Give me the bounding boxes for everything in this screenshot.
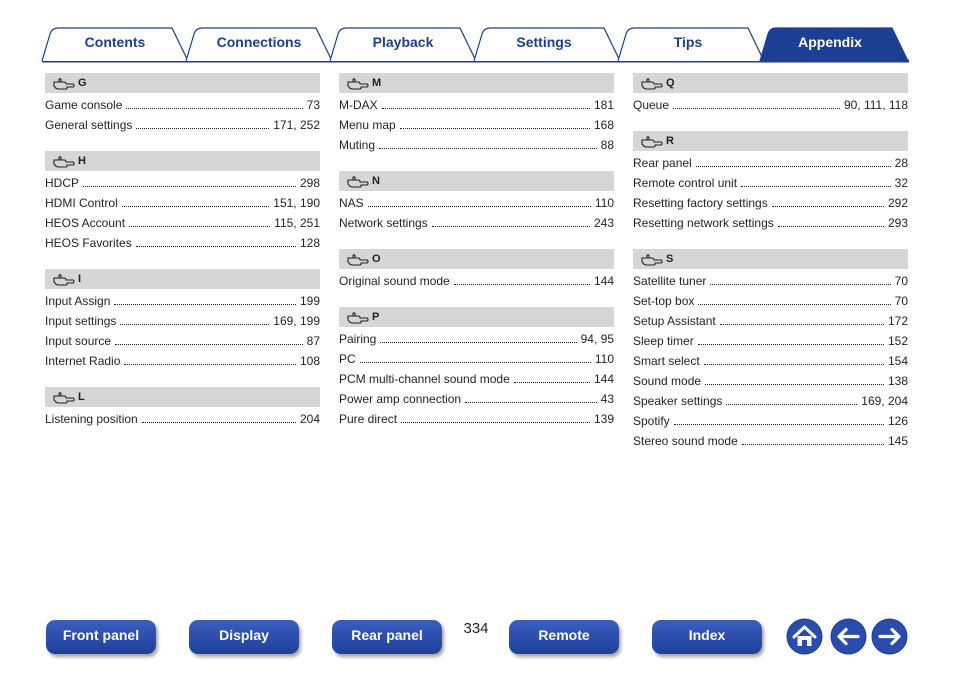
dot-leader [742, 431, 884, 445]
entry-page-links[interactable]: 171, 252 [273, 118, 320, 132]
index-entry[interactable] [339, 369, 614, 389]
tab-bar [0, 0, 954, 64]
section-gap [339, 291, 614, 307]
index-section-h [45, 151, 320, 253]
index-entry[interactable] [339, 329, 614, 349]
entry-term: Game console [45, 98, 123, 112]
home-button[interactable] [786, 618, 823, 655]
dot-leader [710, 271, 890, 285]
entry-page-links[interactable]: 199 [299, 294, 320, 308]
index-entry[interactable] [633, 391, 908, 411]
section-letter: Q [666, 77, 675, 89]
dot-leader [432, 213, 590, 227]
index-entry[interactable] [633, 311, 908, 331]
index-entry[interactable] [45, 173, 320, 193]
entry-term: Internet Radio [45, 354, 121, 368]
entry-term: Muting [339, 138, 376, 152]
index-entry[interactable] [45, 291, 320, 311]
entry-list [339, 191, 614, 233]
entry-term: Queue [633, 98, 670, 112]
section-header [45, 387, 320, 407]
section-letter: M [372, 77, 382, 89]
dot-leader [136, 115, 269, 129]
section-header [45, 73, 320, 93]
entry-term: HEOS Account [45, 216, 126, 230]
index-entry[interactable] [633, 213, 908, 233]
dot-leader [696, 153, 891, 167]
index-entry[interactable] [45, 213, 320, 233]
entry-page-links[interactable]: 204 [299, 412, 320, 426]
index-entry[interactable] [633, 173, 908, 193]
index-column-3 [633, 73, 908, 451]
dot-leader [741, 173, 891, 187]
tab-playback[interactable]: Playback [372, 34, 434, 50]
tab-contents[interactable]: Contents [84, 34, 146, 50]
tab-appendix[interactable]: Appendix [798, 34, 862, 50]
dot-leader [122, 193, 270, 207]
index-entry[interactable] [633, 271, 908, 291]
index-entry[interactable] [45, 193, 320, 213]
index-entry[interactable] [633, 153, 908, 173]
index-section-g [45, 73, 320, 135]
entry-page-links[interactable]: 115, 251 [274, 216, 320, 230]
entry-list [45, 171, 320, 253]
index-entry[interactable] [633, 95, 908, 115]
index-entry[interactable] [633, 371, 908, 391]
index-entry[interactable] [633, 331, 908, 351]
section-header [633, 249, 908, 269]
entry-term: Speaker settings [633, 394, 723, 408]
dot-leader [465, 389, 597, 403]
pointing-hand-icon [641, 77, 663, 97]
section-header [339, 171, 614, 191]
index-section-q [633, 73, 908, 115]
entry-term: Input source [45, 334, 112, 348]
section-header [633, 131, 908, 151]
index-button[interactable]: Index [652, 620, 762, 654]
tab-tips[interactable]: Tips [673, 34, 703, 50]
dot-leader [142, 409, 296, 423]
entry-page-links[interactable]: 108 [299, 354, 320, 368]
entry-term: PC [339, 352, 356, 366]
index-entry[interactable] [339, 409, 614, 429]
entry-page-links[interactable]: 110 [594, 352, 614, 366]
entry-page-links[interactable]: 126 [887, 414, 908, 428]
entry-page-links[interactable]: 139 [593, 412, 614, 426]
dot-leader [673, 95, 840, 109]
entry-page-links[interactable]: 145 [887, 434, 908, 448]
back-button[interactable] [830, 618, 867, 655]
entry-term: Pure direct [339, 412, 398, 426]
entry-page-links[interactable]: 298 [299, 176, 320, 190]
entry-term: Sound mode [633, 374, 702, 388]
index-entry[interactable] [633, 351, 908, 371]
entry-page-links[interactable]: 243 [593, 216, 614, 230]
index-section-p [339, 307, 614, 429]
entry-page-links[interactable]: 110 [594, 196, 614, 210]
section-gap [45, 253, 320, 269]
section-letter: N [372, 175, 380, 187]
index-section-n [339, 171, 614, 233]
section-letter: G [78, 77, 87, 89]
entry-page-links[interactable]: 169, 204 [861, 394, 908, 408]
front-panel-button[interactable]: Front panel [46, 620, 156, 654]
dot-leader [120, 311, 269, 325]
dot-leader [401, 409, 590, 423]
dot-leader [379, 135, 597, 149]
entry-list [339, 93, 614, 155]
dot-leader [772, 193, 884, 207]
pointing-hand-icon [347, 77, 369, 97]
index-entry[interactable] [45, 311, 320, 331]
entry-page-links[interactable]: 90, 111, 118 [843, 98, 908, 112]
section-letter: P [372, 311, 380, 323]
entry-list [45, 407, 320, 429]
dot-leader [360, 349, 591, 363]
dot-leader [136, 233, 296, 247]
entry-page-links[interactable]: 152 [887, 334, 908, 348]
entry-term: HEOS Favorites [45, 236, 132, 250]
entry-term: HDCP [45, 176, 80, 190]
entry-page-links[interactable]: 138 [887, 374, 908, 388]
entry-page-links[interactable]: 169, 199 [273, 314, 320, 328]
index-column-1 [45, 73, 320, 429]
entry-term: Power amp connection [339, 392, 462, 406]
section-header [339, 307, 614, 327]
pointing-hand-icon [53, 155, 75, 175]
entry-list [339, 269, 614, 291]
entry-term: Resetting network settings [633, 216, 774, 230]
pointing-hand-icon [53, 77, 75, 97]
pointing-hand-icon [347, 311, 369, 331]
dot-leader [705, 371, 884, 385]
entry-page-links[interactable]: 88 [600, 138, 614, 152]
entry-term: Input Assign [45, 294, 111, 308]
entry-term: Satellite tuner [633, 274, 707, 288]
entry-term: Rear panel [633, 156, 692, 170]
section-letter: S [666, 253, 674, 265]
index-entry[interactable] [633, 431, 908, 451]
index-entry[interactable] [633, 193, 908, 213]
entry-term: Network settings [339, 216, 428, 230]
entry-term: Input settings [45, 314, 117, 328]
dot-leader [114, 291, 296, 305]
dot-leader [720, 311, 884, 325]
dot-leader [454, 271, 590, 285]
section-gap [45, 371, 320, 387]
dot-leader [698, 291, 890, 305]
entry-term: PCM multi-channel sound mode [339, 372, 510, 386]
entry-term: Stereo sound mode [633, 434, 738, 448]
entry-term: Listening position [45, 412, 138, 426]
forward-button[interactable] [871, 618, 908, 655]
dot-leader [698, 331, 884, 345]
entry-term: Pairing [339, 332, 377, 346]
index-entry[interactable] [339, 135, 614, 155]
index-entry[interactable] [45, 351, 320, 371]
entry-page-links[interactable]: 292 [887, 196, 908, 210]
entry-term: Set-top box [633, 294, 695, 308]
section-gap [339, 233, 614, 249]
home-icon [786, 618, 823, 655]
tab-connections[interactable]: Connections [216, 34, 302, 50]
arrow-left-icon [830, 618, 867, 655]
entry-term: Spotify [633, 414, 670, 428]
entry-page-links[interactable]: 293 [887, 216, 908, 230]
index-section-s [633, 249, 908, 451]
entry-page-links[interactable]: 181 [593, 98, 614, 112]
entry-term: General settings [45, 118, 133, 132]
tab-settings[interactable]: Settings [516, 34, 572, 50]
entry-page-links[interactable]: 144 [593, 372, 614, 386]
dot-leader [400, 115, 590, 129]
index-entry[interactable] [45, 95, 320, 115]
section-header [45, 151, 320, 171]
index-section-l [45, 387, 320, 429]
dot-leader [124, 351, 296, 365]
index-entry[interactable] [339, 115, 614, 135]
section-letter: R [666, 135, 674, 147]
entry-list [45, 289, 320, 371]
entry-page-links[interactable]: 73 [306, 98, 320, 112]
dot-leader [382, 95, 590, 109]
index-entry[interactable] [633, 291, 908, 311]
index-entry[interactable] [633, 411, 908, 431]
remote-button[interactable]: Remote [509, 620, 619, 654]
section-gap [339, 155, 614, 171]
pointing-hand-icon [347, 175, 369, 195]
section-gap [633, 115, 908, 131]
entry-page-links[interactable]: 70 [894, 274, 908, 288]
entry-term: Original sound mode [339, 274, 450, 288]
section-header [339, 249, 614, 269]
section-gap [45, 135, 320, 151]
index-section-r [633, 131, 908, 233]
entry-term: Sleep timer [633, 334, 694, 348]
display-button[interactable]: Display [189, 620, 299, 654]
pointing-hand-icon [53, 391, 75, 411]
dot-leader [129, 213, 270, 227]
entry-page-links[interactable]: 128 [299, 236, 320, 250]
entry-page-links[interactable]: 32 [894, 176, 908, 190]
index-entry[interactable] [339, 271, 614, 291]
entry-list [633, 93, 908, 115]
entry-term: Resetting factory settings [633, 196, 768, 210]
index-entry[interactable] [45, 233, 320, 253]
section-gap [633, 233, 908, 249]
entry-page-links[interactable]: 94, 95 [580, 332, 614, 346]
dot-leader [83, 173, 296, 187]
section-letter: I [78, 273, 82, 285]
entry-term: M-DAX [339, 98, 378, 112]
pointing-hand-icon [347, 253, 369, 273]
index-section-i [45, 269, 320, 371]
section-letter: L [78, 391, 85, 403]
index-section-o [339, 249, 614, 291]
index-entry[interactable] [339, 349, 614, 369]
dot-leader [115, 331, 303, 345]
index-entry[interactable] [339, 213, 614, 233]
entry-list [339, 327, 614, 429]
section-header [339, 73, 614, 93]
entry-page-links[interactable]: 168 [593, 118, 614, 132]
entry-term: NAS [339, 196, 364, 210]
entry-list [633, 151, 908, 233]
entry-term: HDMI Control [45, 196, 118, 210]
entry-term: Menu map [339, 118, 396, 132]
entry-page-links[interactable]: 154 [887, 354, 908, 368]
entry-page-links[interactable]: 144 [593, 274, 614, 288]
section-letter: H [78, 155, 86, 167]
entry-term: Remote control unit [633, 176, 738, 190]
pointing-hand-icon [53, 273, 75, 293]
pointing-hand-icon [641, 253, 663, 273]
entry-page-links[interactable]: 172 [887, 314, 908, 328]
page-number: 334 [463, 620, 489, 637]
index-section-m [339, 73, 614, 155]
dot-leader [126, 95, 302, 109]
index-entry[interactable] [339, 95, 614, 115]
section-letter: O [372, 253, 381, 265]
index-entry[interactable] [339, 389, 614, 409]
rear-panel-button[interactable]: Rear panel [332, 620, 442, 654]
arrow-right-icon [871, 618, 908, 655]
index-entry[interactable] [45, 115, 320, 135]
index-entry[interactable] [45, 409, 320, 429]
section-header [45, 269, 320, 289]
entry-page-links[interactable]: 28 [894, 156, 908, 170]
entry-page-links[interactable]: 70 [894, 294, 908, 308]
dot-leader [674, 411, 884, 425]
dot-leader [778, 213, 884, 227]
dot-leader [726, 391, 857, 405]
dot-leader [368, 193, 591, 207]
index-entry[interactable] [45, 331, 320, 351]
dot-leader [514, 369, 590, 383]
dot-leader [380, 329, 576, 343]
entry-page-links[interactable]: 43 [600, 392, 614, 406]
section-header [633, 73, 908, 93]
tab-bar-graphic [0, 0, 954, 64]
dot-leader [704, 351, 884, 365]
pointing-hand-icon [641, 135, 663, 155]
entry-term: Setup Assistant [633, 314, 716, 328]
entry-list [633, 269, 908, 451]
entry-page-links[interactable]: 151, 190 [273, 196, 320, 210]
entry-page-links[interactable]: 87 [306, 334, 320, 348]
entry-list [45, 93, 320, 135]
entry-term: Smart select [633, 354, 700, 368]
index-entry[interactable] [339, 193, 614, 213]
index-column-2 [339, 73, 614, 429]
